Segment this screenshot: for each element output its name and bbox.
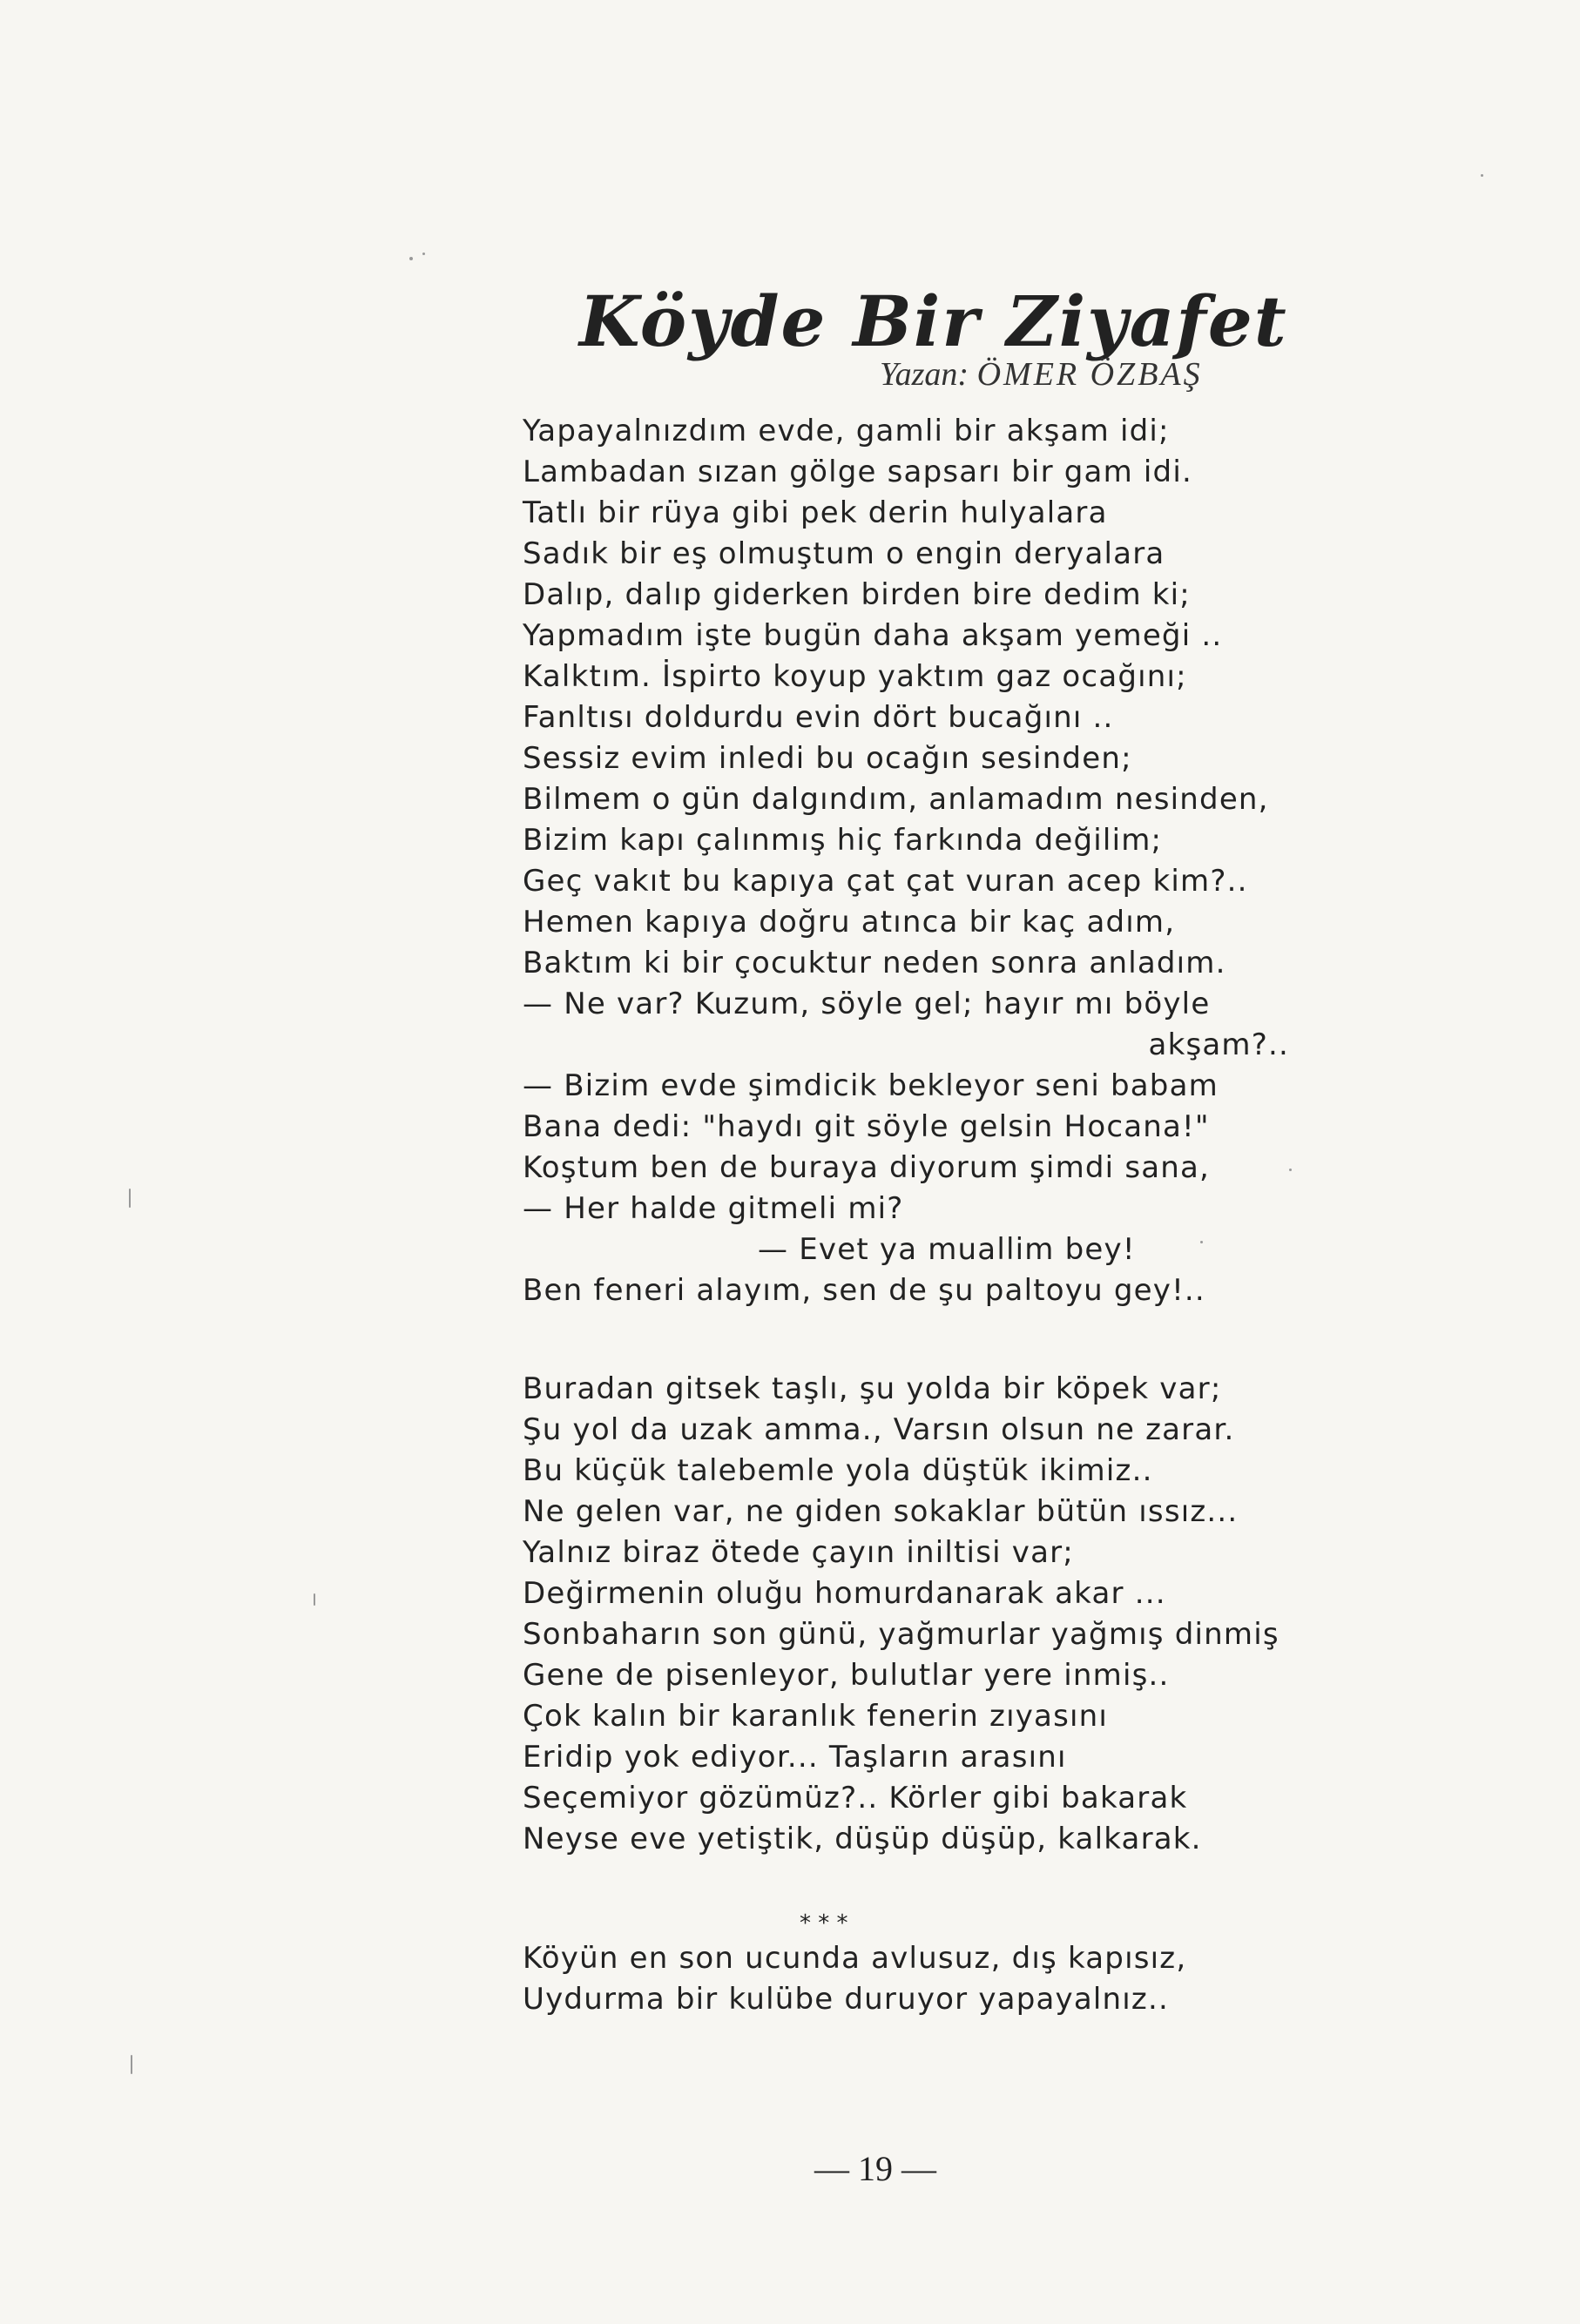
- poem-line: Yalnız biraz ötede çayın iniltisi var;: [523, 1535, 1074, 1570]
- stanza-3: [523, 1938, 1186, 2020]
- poem-line: Baktım ki bir çocuktur neden sonra anladım.: [523, 946, 1226, 980]
- section-asterism: * * *: [800, 1910, 848, 1937]
- poem-line: Dalıp, dalıp giderken birden bire dedim ki;: [523, 577, 1191, 612]
- poem-line: Değirmenin oluğu homurdanarak akar ...: [523, 1576, 1166, 1611]
- stanza-2: [523, 1369, 1280, 1860]
- scan-speck: [1200, 1241, 1203, 1243]
- stanza-1: [523, 411, 1289, 1311]
- poem-line: Eridip yok ediyor... Taşların arasını: [523, 1740, 1067, 1775]
- poem-line: Sadık bir eş olmuştum o engin deryalara: [523, 536, 1165, 571]
- author-line: [880, 355, 1203, 394]
- author-name: ÖMER ÖZBAŞ: [976, 356, 1203, 393]
- poem-line-continuation: akşam?..: [1148, 1027, 1289, 1062]
- page-number: — 19 —: [814, 2149, 936, 2188]
- poem-line: Buradan gitsek taşlı, şu yolda bir köpek var;: [523, 1371, 1222, 1406]
- poem-line: Hemen kapıya doğru atınca bir kaç adım,: [523, 905, 1176, 940]
- poem-line: Geç vakıt bu kapıya çat çat vuran acep kim?..: [523, 864, 1248, 899]
- scan-speck: [1289, 1169, 1292, 1171]
- poem-line: Yapayalnızdım evde, gamli bir akşam idi;: [523, 414, 1170, 448]
- poem-line: Şu yol da uzak amma., Varsın olsun ne zarar.: [523, 1412, 1235, 1447]
- poem-line: Ben feneri alayım, sen de şu paltoyu gey!..: [523, 1273, 1205, 1308]
- scan-speck: [131, 2055, 132, 2074]
- poem-line: Seçemiyor gözümüz?.. Körler gibi bakarak: [523, 1781, 1188, 1815]
- scan-speck: [129, 1189, 131, 1208]
- poem-line: Köyün en son ucunda avlusuz, dış kapısız,: [523, 1941, 1187, 1976]
- scan-speck: [409, 257, 413, 260]
- poem-line: Tatlı bir rüya gibi pek derin hulyalara: [523, 495, 1108, 530]
- poem-line: Lambadan sızan gölge sapsarı bir gam idi.: [523, 455, 1192, 489]
- poem-line: Uydurma bir kulübe duruyor yapayalnız..: [523, 1982, 1169, 2017]
- scan-speck: [314, 1593, 315, 1606]
- poem-line: Bu küçük talebemle yola düştük ikimiz..: [523, 1453, 1153, 1488]
- poem-line: — Ne var? Kuzum, söyle gel; hayır mı böyle: [523, 987, 1211, 1021]
- poem-line: Yapmadım işte bugün daha akşam yemeği ..: [523, 618, 1223, 653]
- poem-line: Bizim kapı çalınmış hiç farkında değilim;: [523, 823, 1163, 858]
- poem-line: Sessiz evim inledi bu ocağın sesinden;: [523, 741, 1132, 776]
- poem-line: Neyse eve yetiştik, düşüp düşüp, kalkarak.: [523, 1822, 1202, 1856]
- scan-speck: [422, 253, 425, 255]
- poem-line: Bana dedi: "haydı git söyle gelsin Hocana!": [523, 1109, 1210, 1144]
- author-prefix: Yazan:: [880, 356, 969, 393]
- poem-line: Çok kalın bir karanlık fenerin zıyasını: [523, 1699, 1109, 1734]
- scan-speck: [1481, 174, 1483, 177]
- poem-line: Gene de pisenleyor, bulutlar yere inmiş..: [523, 1658, 1170, 1693]
- poem-line: — Bizim evde şimdicik bekleyor seni babam: [523, 1068, 1219, 1103]
- poem-line: Fanltısı doldurdu evin dört bucağını ..: [523, 700, 1114, 735]
- poem-line: — Her halde gitmeli mi?: [523, 1191, 904, 1226]
- poem-line: Sonbaharın son günü, yağmurlar yağmış dinmiş: [523, 1617, 1280, 1652]
- poem-title: Köyde Bir Ziyafet: [579, 280, 1288, 362]
- poem-line: — Evet ya muallim bey!: [758, 1232, 1136, 1267]
- poem-line: Ne gelen var, ne giden sokaklar bütün ıssız...: [523, 1494, 1239, 1529]
- poem-line: Koştum ben de buraya diyorum şimdi sana,: [523, 1150, 1211, 1185]
- poem-line: Kalktım. İspirto koyup yaktım gaz ocağını;: [523, 659, 1187, 694]
- poem-line: Bilmem o gün dalgındım, anlamadım nesinden,: [523, 782, 1269, 817]
